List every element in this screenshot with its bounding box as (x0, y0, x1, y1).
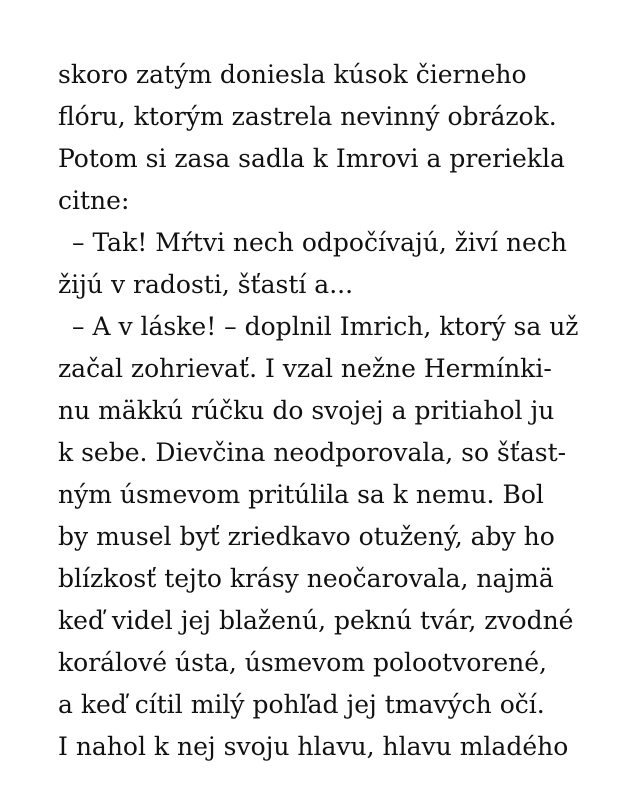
text-line: – Tak! Mŕtvi nech odpočívajú, živí nech (72, 228, 567, 257)
text-line: flóru, ktorým zastrela nevinný obrázok. (58, 102, 557, 131)
text-line: skoro zatým doniesla kúsok čierneho (58, 60, 527, 89)
text-line: korálové ústa, úsmevom polootvorené, (58, 648, 547, 677)
text-line: začal zohrievať. I vzal nežne Hermínki- (58, 354, 552, 383)
text-line: – A v láske! – doplnil Imrich, ktorý sa už (72, 312, 579, 341)
text-line: by musel byť zriedkavo otužený, aby ho (58, 522, 555, 551)
text-line: a keď cítil milý pohľad jej tmavých očí. (58, 690, 545, 719)
text-line: keď videl jej blaženú, peknú tvár, zvodné (58, 606, 574, 635)
text-line: žijú v radosti, šťastí a... (58, 270, 354, 299)
text-line: blízkosť tejto krásy neočarovala, najmä (58, 564, 554, 593)
text-line: k sebe. Dievčina neodporovala, so šťast- (58, 438, 567, 467)
text-line: nu mäkkú rúčku do svojej a pritiahol ju (58, 396, 555, 425)
text-line: ným úsmevom pritúlila sa k nemu. Bol (58, 480, 544, 509)
text-body (58, 54, 600, 768)
text-line: Potom si zasa sadla k Imrovi a preriekla (58, 144, 565, 173)
text-line: citne: (58, 186, 130, 215)
text-line: I nahol k nej svoju hlavu, hlavu mladého (58, 732, 569, 761)
